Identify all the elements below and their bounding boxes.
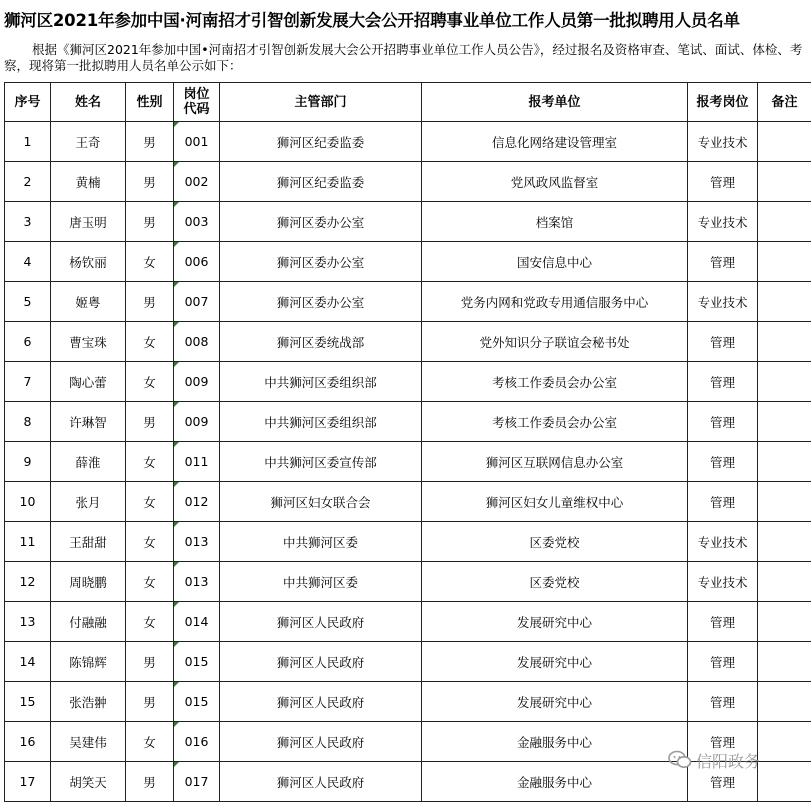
cell-remark bbox=[758, 322, 811, 362]
cell-position: 管理 bbox=[688, 642, 758, 682]
cell-code: 014 bbox=[174, 602, 220, 642]
cell-dept: 狮河区委办公室 bbox=[220, 242, 422, 282]
cell-unit: 金融服务中心 bbox=[422, 762, 688, 802]
cell-position: 管理 bbox=[688, 602, 758, 642]
cell-position: 管理 bbox=[688, 402, 758, 442]
cell-no: 14 bbox=[5, 642, 51, 682]
cell-gender: 女 bbox=[126, 722, 174, 762]
cell-code: 003 bbox=[174, 202, 220, 242]
cell-dept: 中共狮河区委组织部 bbox=[220, 402, 422, 442]
cell-name: 张浩翀 bbox=[51, 682, 126, 722]
cell-position: 管理 bbox=[688, 682, 758, 722]
cell-code: 012 bbox=[174, 482, 220, 522]
table-row bbox=[5, 122, 811, 162]
cell-position: 专业技术 bbox=[688, 522, 758, 562]
cell-position: 管理 bbox=[688, 322, 758, 362]
cell-unit: 信息化网络建设管理室 bbox=[422, 122, 688, 162]
cell-gender: 男 bbox=[126, 122, 174, 162]
cell-code: 008 bbox=[174, 322, 220, 362]
cell-gender: 男 bbox=[126, 162, 174, 202]
header-code-line1: 岗位 bbox=[183, 87, 209, 102]
cell-dept: 狮河区人民政府 bbox=[220, 722, 422, 762]
cell-position: 管理 bbox=[688, 442, 758, 482]
cell-position: 管理 bbox=[688, 482, 758, 522]
watermark-text: 信阳政务 bbox=[696, 749, 760, 772]
cell-code: 009 bbox=[174, 362, 220, 402]
cell-code: 011 bbox=[174, 442, 220, 482]
cell-gender: 女 bbox=[126, 322, 174, 362]
cell-code: 009 bbox=[174, 402, 220, 442]
cell-gender: 女 bbox=[126, 482, 174, 522]
cell-dept: 狮河区委办公室 bbox=[220, 202, 422, 242]
cell-code: 015 bbox=[174, 642, 220, 682]
header-dept: 主管部门 bbox=[220, 83, 422, 122]
cell-code: 006 bbox=[174, 242, 220, 282]
cell-gender: 女 bbox=[126, 522, 174, 562]
header-name: 姓名 bbox=[51, 83, 126, 122]
cell-dept: 狮河区人民政府 bbox=[220, 682, 422, 722]
cell-no: 9 bbox=[5, 442, 51, 482]
table-row bbox=[5, 562, 811, 602]
cell-position: 专业技术 bbox=[688, 122, 758, 162]
cell-unit: 金融服务中心 bbox=[422, 722, 688, 762]
cell-no: 5 bbox=[5, 282, 51, 322]
cell-unit: 发展研究中心 bbox=[422, 602, 688, 642]
cell-code: 007 bbox=[174, 282, 220, 322]
cell-unit: 党风政风监督室 bbox=[422, 162, 688, 202]
header-gender: 性别 bbox=[126, 83, 174, 122]
cell-unit: 区委党校 bbox=[422, 522, 688, 562]
cell-unit: 国安信息中心 bbox=[422, 242, 688, 282]
cell-position: 专业技术 bbox=[688, 562, 758, 602]
cell-unit: 考核工作委员会办公室 bbox=[422, 402, 688, 442]
cell-unit: 区委党校 bbox=[422, 562, 688, 602]
cell-no: 13 bbox=[5, 602, 51, 642]
cell-unit: 狮河区互联网信息办公室 bbox=[422, 442, 688, 482]
cell-no: 12 bbox=[5, 562, 51, 602]
cell-gender: 女 bbox=[126, 442, 174, 482]
cell-dept: 狮河区委办公室 bbox=[220, 282, 422, 322]
watermark bbox=[668, 745, 808, 775]
cell-remark bbox=[758, 602, 811, 642]
table-row bbox=[5, 322, 811, 362]
cell-no: 11 bbox=[5, 522, 51, 562]
cell-dept: 狮河区人民政府 bbox=[220, 602, 422, 642]
table-row bbox=[5, 642, 811, 682]
cell-remark bbox=[758, 402, 811, 442]
cell-code: 002 bbox=[174, 162, 220, 202]
cell-position: 管理 bbox=[688, 722, 758, 762]
cell-name: 唐玉明 bbox=[51, 202, 126, 242]
table-row bbox=[5, 602, 811, 642]
cell-remark bbox=[758, 482, 811, 522]
cell-position: 管理 bbox=[688, 762, 758, 802]
cell-dept: 狮河区人民政府 bbox=[220, 762, 422, 802]
cell-no: 17 bbox=[5, 762, 51, 802]
intro-paragraph: 根据《狮河区2021年参加中国•河南招才引智创新发展大会公开招聘事业单位工作人员公告》，经过报名及资格审查、笔试、面试、体检、考察，现将第一批拟聘用人员名单公示如下： bbox=[4, 42, 804, 74]
cell-no: 2 bbox=[5, 162, 51, 202]
cell-gender: 男 bbox=[126, 282, 174, 322]
cell-name: 王奇 bbox=[51, 122, 126, 162]
cell-no: 8 bbox=[5, 402, 51, 442]
cell-name: 胡笑天 bbox=[51, 762, 126, 802]
cell-name: 吴建伟 bbox=[51, 722, 126, 762]
cell-code: 013 bbox=[174, 562, 220, 602]
wechat-icon bbox=[668, 750, 692, 770]
cell-gender: 女 bbox=[126, 602, 174, 642]
cell-no: 16 bbox=[5, 722, 51, 762]
cell-name: 周晓鹏 bbox=[51, 562, 126, 602]
cell-unit: 发展研究中心 bbox=[422, 642, 688, 682]
cell-gender: 男 bbox=[126, 682, 174, 722]
cell-position: 专业技术 bbox=[688, 202, 758, 242]
cell-gender: 女 bbox=[126, 562, 174, 602]
cell-no: 15 bbox=[5, 682, 51, 722]
cell-remark bbox=[758, 122, 811, 162]
table-row bbox=[5, 682, 811, 722]
cell-no: 1 bbox=[5, 122, 51, 162]
cell-dept: 中共狮河区委 bbox=[220, 522, 422, 562]
cell-gender: 男 bbox=[126, 202, 174, 242]
cell-dept: 中共狮河区委 bbox=[220, 562, 422, 602]
header-remark: 备注 bbox=[758, 83, 811, 122]
header-unit: 报考单位 bbox=[422, 83, 688, 122]
cell-code: 017 bbox=[174, 762, 220, 802]
table-header-row bbox=[5, 83, 811, 122]
table-row bbox=[5, 522, 811, 562]
table-row bbox=[5, 242, 811, 282]
cell-name: 黄楠 bbox=[51, 162, 126, 202]
cell-no: 6 bbox=[5, 322, 51, 362]
cell-unit: 党外知识分子联谊会秘书处 bbox=[422, 322, 688, 362]
table-row bbox=[5, 402, 811, 442]
cell-remark bbox=[758, 362, 811, 402]
cell-remark bbox=[758, 442, 811, 482]
cell-no: 3 bbox=[5, 202, 51, 242]
cell-dept: 狮河区妇女联合会 bbox=[220, 482, 422, 522]
cell-name: 付融融 bbox=[51, 602, 126, 642]
candidate-table bbox=[4, 82, 811, 802]
cell-position: 管理 bbox=[688, 162, 758, 202]
cell-dept: 中共狮河区委宣传部 bbox=[220, 442, 422, 482]
cell-name: 曹宝珠 bbox=[51, 322, 126, 362]
document-title: 狮河区2021年参加中国·河南招才引智创新发展大会公开招聘事业单位工作人员第一批拟聘用人员名单 bbox=[4, 2, 809, 40]
cell-gender: 男 bbox=[126, 762, 174, 802]
cell-name: 王甜甜 bbox=[51, 522, 126, 562]
cell-gender: 男 bbox=[126, 402, 174, 442]
cell-no: 7 bbox=[5, 362, 51, 402]
cell-unit: 档案馆 bbox=[422, 202, 688, 242]
header-position: 报考岗位 bbox=[688, 83, 758, 122]
cell-code: 016 bbox=[174, 722, 220, 762]
cell-dept: 狮河区人民政府 bbox=[220, 642, 422, 682]
cell-dept: 狮河区纪委监委 bbox=[220, 162, 422, 202]
cell-no: 10 bbox=[5, 482, 51, 522]
cell-position: 管理 bbox=[688, 362, 758, 402]
cell-name: 陈锦辉 bbox=[51, 642, 126, 682]
cell-position: 专业技术 bbox=[688, 282, 758, 322]
cell-remark bbox=[758, 642, 811, 682]
cell-no: 4 bbox=[5, 242, 51, 282]
cell-remark bbox=[758, 162, 811, 202]
cell-name: 张月 bbox=[51, 482, 126, 522]
cell-dept: 中共狮河区委组织部 bbox=[220, 362, 422, 402]
header-no: 序号 bbox=[5, 83, 51, 122]
cell-unit: 发展研究中心 bbox=[422, 682, 688, 722]
header-code-line2: 代码 bbox=[183, 102, 209, 117]
cell-dept: 狮河区纪委监委 bbox=[220, 122, 422, 162]
cell-name: 姬粤 bbox=[51, 282, 126, 322]
table-row bbox=[5, 482, 811, 522]
cell-name: 陶心蕾 bbox=[51, 362, 126, 402]
cell-remark bbox=[758, 202, 811, 242]
cell-unit: 狮河区妇女儿童维权中心 bbox=[422, 482, 688, 522]
cell-name: 杨钦丽 bbox=[51, 242, 126, 282]
table-row bbox=[5, 442, 811, 482]
cell-unit: 考核工作委员会办公室 bbox=[422, 362, 688, 402]
cell-code: 013 bbox=[174, 522, 220, 562]
cell-position: 管理 bbox=[688, 242, 758, 282]
table-row bbox=[5, 362, 811, 402]
cell-remark bbox=[758, 682, 811, 722]
cell-remark bbox=[758, 562, 811, 602]
cell-gender: 男 bbox=[126, 642, 174, 682]
cell-name: 许琳智 bbox=[51, 402, 126, 442]
cell-remark bbox=[758, 282, 811, 322]
cell-remark bbox=[758, 522, 811, 562]
cell-unit: 党务内网和党政专用通信服务中心 bbox=[422, 282, 688, 322]
cell-name: 薛淮 bbox=[51, 442, 126, 482]
cell-remark bbox=[758, 242, 811, 282]
header-code bbox=[174, 83, 220, 122]
cell-gender: 女 bbox=[126, 362, 174, 402]
cell-code: 001 bbox=[174, 122, 220, 162]
cell-gender: 女 bbox=[126, 242, 174, 282]
cell-code: 015 bbox=[174, 682, 220, 722]
cell-dept: 狮河区委统战部 bbox=[220, 322, 422, 362]
table-row bbox=[5, 202, 811, 242]
table-body bbox=[5, 122, 811, 802]
table-row bbox=[5, 162, 811, 202]
table-row bbox=[5, 282, 811, 322]
